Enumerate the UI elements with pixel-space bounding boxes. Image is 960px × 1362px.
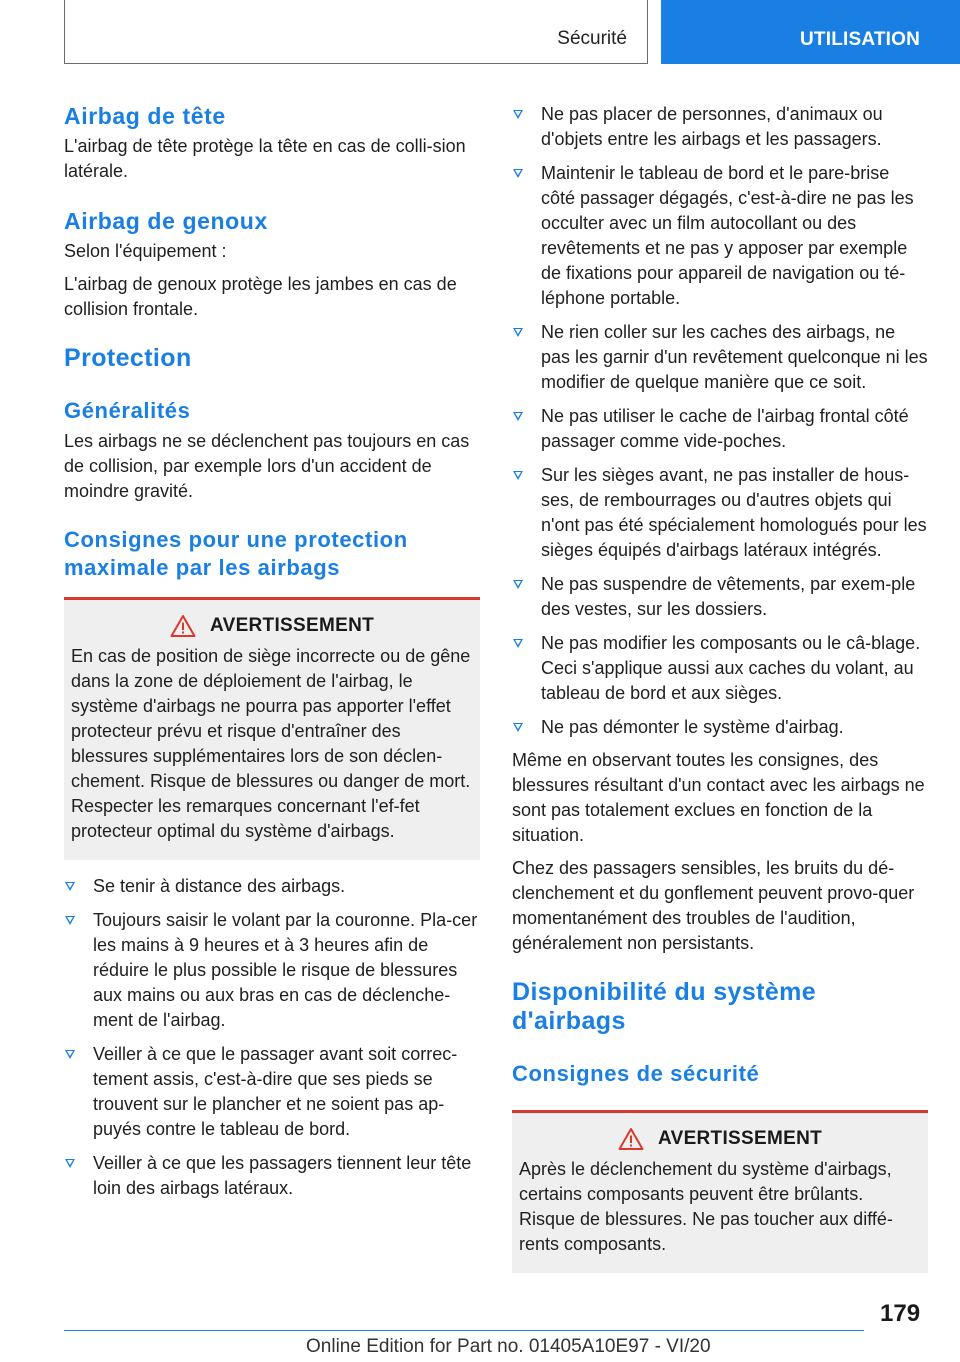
footer-edition: Online Edition for Part no. 01405A10E97 - VI/20 bbox=[306, 1336, 711, 1357]
paragraph-generalites: Les airbags ne se déclenchent pas toujours en cas de collision, par exemple lors d'un accident de moindre gravité. bbox=[64, 431, 470, 501]
list-item: Veiller à ce que les passagers tiennent leur tête loin des airbags latéraux. bbox=[64, 1151, 480, 1201]
warning-box bbox=[64, 597, 480, 860]
paragraph-airbag-tete: L'airbag de tête protège la tête en cas de colli-sion latérale. bbox=[64, 136, 466, 181]
list-item: Ne pas suspendre de vêtements, par exem-ple des vestes, sur les dossiers. bbox=[512, 572, 928, 622]
triangle-bullet-icon bbox=[513, 412, 523, 421]
warning-text: En cas de position de siège incorrecte ou de gêne dans la zone de déploiement de l'airbag, le système d'airbags ne pourra pas apporter l'effet protecteur prévu et risque d'entraîner des blessures supplémentaires lors de son déclen-chement. Risque de blessures ou danger de mort. Respecter les remarques concernant l'ef-fet protecteur optimal du système d'airbags. bbox=[71, 646, 471, 841]
list-item: Se tenir à distance des airbags. bbox=[64, 874, 480, 899]
footer-divider bbox=[64, 1330, 864, 1331]
triangle-bullet-icon bbox=[513, 723, 523, 732]
warning-box bbox=[512, 1110, 928, 1273]
header-chapter-title: UTILISATION bbox=[800, 29, 921, 50]
list-item: Veiller à ce que le passager avant soit correc-tement assis, c'est-à-dire que ses pieds se trouvent sur le plancher et ne soient pas ap-puyés contre le tableau de bord. bbox=[64, 1042, 480, 1142]
warning-header bbox=[519, 1127, 921, 1151]
right-column bbox=[512, 102, 928, 1273]
heading-generalites: Généralités bbox=[64, 398, 191, 423]
left-bullet-list bbox=[64, 874, 480, 1201]
triangle-bullet-icon bbox=[513, 639, 523, 648]
header-chapter-tab bbox=[661, 0, 960, 64]
list-item: Toujours saisir le volant par la couronne. Pla-cer les mains à 9 heures et à 3 heures afin de réduire le plus possible le risque de blessures aux mains ou aux bras en cas de déclenche-ment de l'airbag. bbox=[64, 908, 480, 1033]
paragraph-airbag-genoux: L'airbag de genoux protège les jambes en cas de collision frontale. bbox=[64, 274, 457, 319]
triangle-bullet-icon bbox=[513, 328, 523, 337]
page-number: 179 bbox=[880, 1300, 921, 1327]
left-column bbox=[64, 102, 480, 1201]
list-item: Ne pas modifier les composants ou le câ-blage. Ceci s'applique aussi aux caches du volant, au tableau de bord et aux sièges. bbox=[512, 631, 928, 706]
heading-disponibilite: Disponibilité du système d'airbags bbox=[512, 978, 817, 1035]
triangle-bullet-icon bbox=[65, 1050, 75, 1059]
heading-protection: Protection bbox=[64, 344, 192, 372]
header-section-title: Sécurité bbox=[557, 28, 627, 49]
triangle-bullet-icon bbox=[65, 882, 75, 891]
triangle-bullet-icon bbox=[65, 1159, 75, 1168]
triangle-bullet-icon bbox=[513, 110, 523, 119]
list-item: Ne rien coller sur les caches des airbags, ne pas les garnir d'un revêtement quelconque ni les modifier de quelque manière que ce soit. bbox=[512, 320, 928, 395]
warning-title: AVERTISSEMENT bbox=[657, 1128, 822, 1149]
paragraph-chez: Chez des passagers sensibles, les bruits du dé-clenchement et du gonflement peuvent provo-quer momentanément des troubles de l'audition, généralement non persistants. bbox=[512, 858, 915, 953]
warning-triangle-icon bbox=[618, 1127, 644, 1151]
heading-consignes-protection: Consignes pour une protection maximale par les airbags bbox=[64, 527, 408, 580]
warning-text: Après le déclenchement du système d'airbags, certains composants peuvent être brûlants. Risque de blessures. Ne pas toucher aux diffé-rents composants. bbox=[519, 1159, 893, 1254]
right-bullet-list bbox=[512, 102, 928, 740]
list-item: Maintenir le tableau de bord et le pare-brise côté passager dégagés, c'est-à-dire ne pas les occulter avec un film autocollant ou des revêtements et ne pas y apposer par exemple de fixations pour appareil de navigation ou té-léphone portable. bbox=[512, 161, 928, 311]
triangle-bullet-icon bbox=[513, 471, 523, 480]
list-item: Sur les sièges avant, ne pas installer de hous-ses, de rembourrages ou d'autres objets qui n'ont pas été spécialement homologués pour les sièges équipés d'airbags latéraux intégrés. bbox=[512, 463, 928, 563]
triangle-bullet-icon bbox=[513, 169, 523, 178]
warning-header bbox=[71, 614, 473, 638]
list-item: Ne pas utiliser le cache de l'airbag frontal côté passager comme vide-poches. bbox=[512, 404, 928, 454]
triangle-bullet-icon bbox=[65, 916, 75, 925]
heading-airbag-tete: Airbag de tête bbox=[64, 103, 226, 129]
list-item: Ne pas placer de personnes, d'animaux ou d'objets entre les airbags et les passagers. bbox=[512, 102, 928, 152]
paragraph-meme: Même en observant toutes les consignes, des blessures résultant d'un contact avec les airbags ne sont pas totalement exclues en fonction de la situation. bbox=[512, 750, 925, 845]
header-section-box bbox=[64, 0, 648, 64]
paragraph-equipement: Selon l'équipement : bbox=[64, 241, 227, 261]
heading-airbag-genoux: Airbag de genoux bbox=[64, 208, 268, 234]
heading-consignes-securite: Consignes de sécurité bbox=[512, 1061, 760, 1086]
warning-title: AVERTISSEMENT bbox=[209, 615, 374, 636]
warning-triangle-icon bbox=[170, 614, 196, 638]
list-item: Ne pas démonter le système d'airbag. bbox=[512, 715, 928, 740]
triangle-bullet-icon bbox=[513, 580, 523, 589]
